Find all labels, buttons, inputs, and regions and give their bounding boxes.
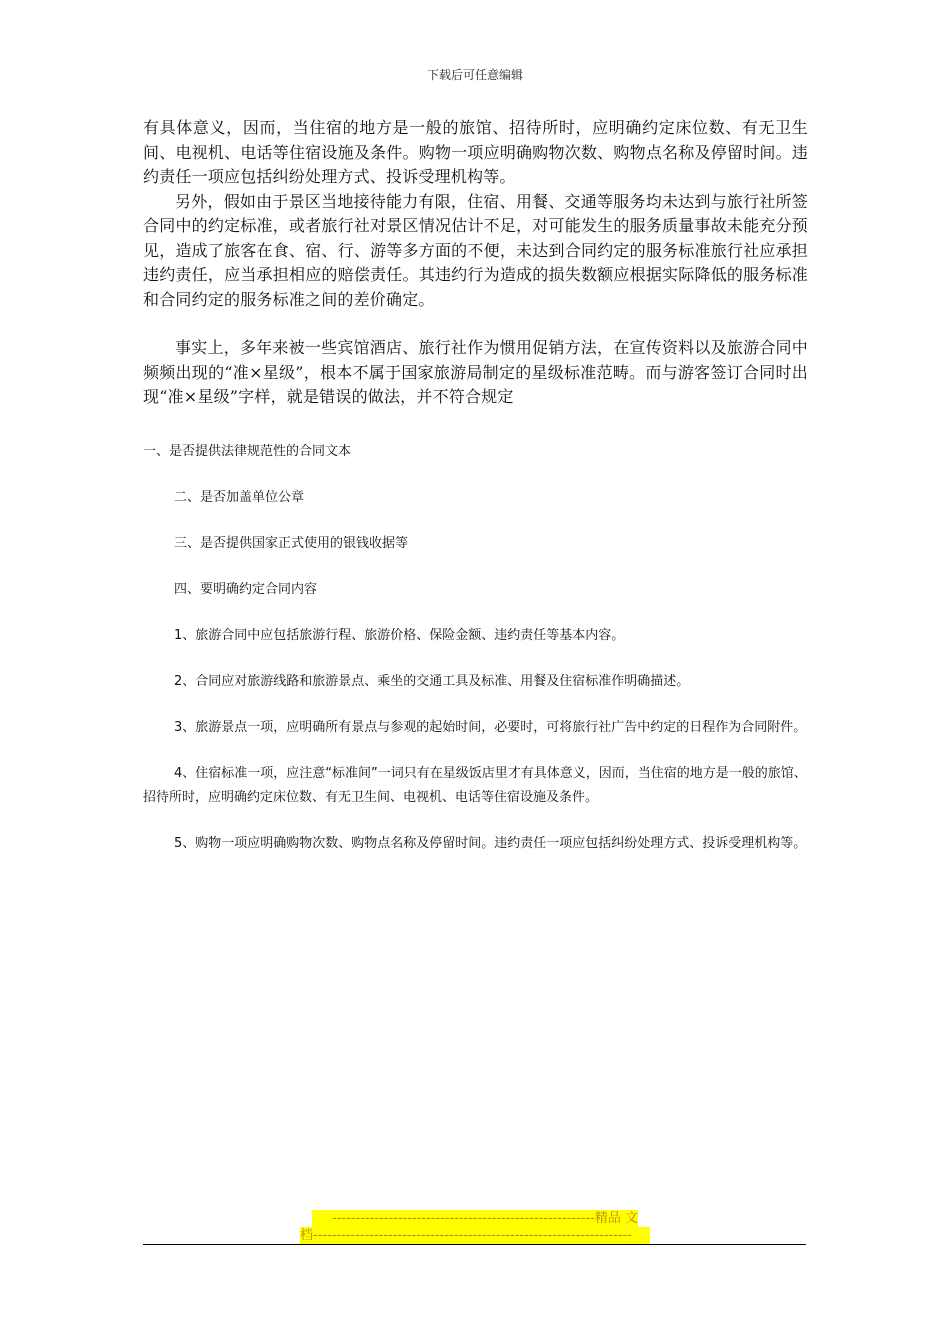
paragraph-2: 另外，假如由于景区当地接待能力有限，住宿、用餐、交通等服务均未达到与旅行社所签合同中的约定标准，或者旅行社对景区情况估计不足，对可能发生的服务质量事故未能充分预见，造成了旅客在食、宿、行、游等多方面的不便，未达到合同约定的服务标准旅行社应承担违约责任，应当承担相应的赔偿责任。其违约行为造成的损失数额应根据实际降低的服务标准和合同约定的服务标准之间的差价确定。 [143, 191, 808, 309]
list-item: 3、旅游景点一项，应明确所有景点与参观的起始时间，必要时，可将旅行社广告中约定的日程作为合同附件。 [174, 720, 807, 735]
page-header: 下载后可任意编辑 [426, 68, 523, 82]
paragraph-3: 事实上，多年来被一些宾馆酒店、旅行社作为惯用促销方法，在宣传资料以及旅游合同中频频出现的“准×星级”，根本不属于国家旅游局制定的星级标准范畴。而与游客签订合同时出现“准×星级”字样，就是错误的做法，并不符合规定 [143, 338, 808, 406]
list-item: 4、住宿标准一项，应注意“标准间”一词只有在星级饭店里才有具体意义，因而，当住宿的地方是一般的旅馆、招待所时，应明确约定床位数、有无卫生间、电视机、电话等住宿设施及条件。 [143, 766, 807, 805]
body-text [143, 116, 808, 410]
checklist [143, 440, 808, 856]
footer-rule [143, 1244, 806, 1245]
footer-line-2: 档-------------------------------------------------------------------- [300, 1227, 650, 1244]
paragraph-1: 有具体意义，因而，当住宿的地方是一般的旅馆、招待所时，应明确约定床位数、有无卫生间、电视机、电话等住宿设施及条件。购物一项应明确购物次数、购物点名称及停留时间。违约责任一项应包括纠纷处理方式、投诉受理机构等。 [143, 118, 808, 186]
list-item: 二、是否加盖单位公章 [174, 490, 305, 505]
list-item: 2、合同应对旅游线路和旅游景点、乘坐的交通工具及标准、用餐及住宿标准作明确描述。 [174, 674, 690, 689]
footer-watermark [300, 1210, 650, 1244]
list-item: 5、购物一项应明确购物次数、购物点名称及停留时间。违约责任一项应包括纠纷处理方式、投诉受理机构等。 [174, 836, 807, 851]
list-item: 四、要明确约定合同内容 [174, 582, 318, 597]
list-item: 一、是否提供法律规范性的合同文本 [143, 444, 352, 459]
list-item: 三、是否提供国家正式使用的银钱收据等 [174, 536, 409, 551]
list-item: 1、旅游合同中应包括旅游行程、旅游价格、保险金额、违约责任等基本内容。 [174, 628, 625, 643]
footer-line-1: --------------------------------------------------------精品 文 [312, 1210, 638, 1227]
